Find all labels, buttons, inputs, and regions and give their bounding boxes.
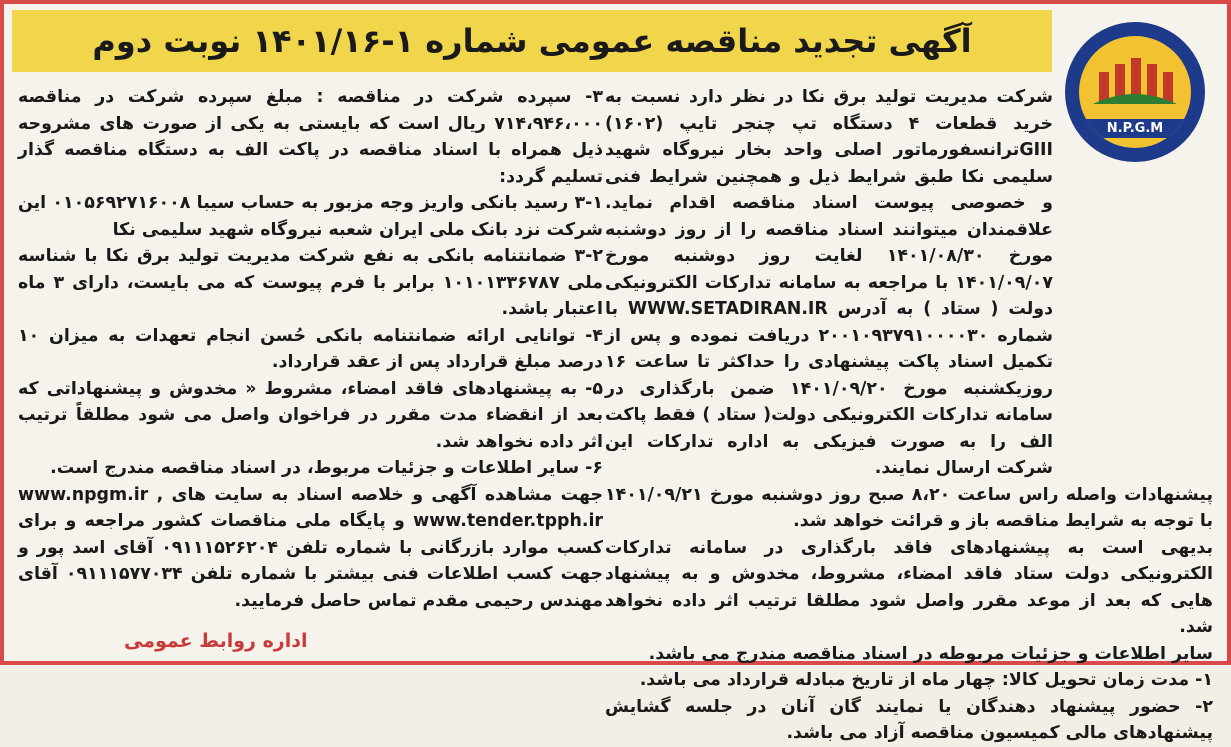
- logo-text: N.P.G.M: [1079, 119, 1191, 138]
- left-column: [18, 84, 603, 614]
- public-relations-signature: اداره روابط عمومی: [124, 630, 308, 652]
- paragraph-other-info: سایر اطلاعات و جزئیات مربوطه در اسناد مناقصه مندرج می باشد.: [648, 643, 1213, 664]
- paragraph-deposit: ۳- سپرده شرکت در مناقصه : مبلغ سپرده شرکت در مناقصه ۷۱۴،۹۴۶،۰۰۰ ریال است که بایستی به یکی از صورت های مشروحه ذیل همراه با اسناد مناقصه در پاکت الف به دستگاه مناقصه گذار تسلیم گردد:: [18, 87, 603, 187]
- title-banner: [12, 10, 1052, 72]
- paragraph-opening: پیشنهادات واصله راس ساعت ۸،۲۰ صبح روز دوشنبه مورخ ۱۴۰۱/۰۹/۲۱ با توجه به شرایط مناقصه باز و قرائت خواهد شد.: [605, 484, 1213, 531]
- right-column: [605, 84, 1213, 747]
- paragraph-contact: جهت مشاهده آگهی و خلاصه اسناد به سایت های , www.npgm.ir www.tender.tpph.ir و پایگاه ملی مناقصات کشور مراجعه و برای کسب موارد بازرگانی با شماره تلفن ۰۹۱۱۱۵۲۶۲۰۴ آقای اسد پور و جهت کسب اطلاعات فنی بیشتر با شماره تلفن ۰۹۱۱۱۵۷۷۰۳۴ آقای مهندس رحیمی مقدم تماس حاصل فرمایید.: [18, 484, 604, 611]
- paragraph-bank-guarantee: ۳-۲ ضمانتنامه بانکی به نفع شرکت مدیریت تولید برق نکا با شناسه ملی ۱۰۱۰۱۳۳۶۷۸۷ برابر با فرم پیوست که می بایست، دارای ۳ ماه اعتبار باشد.: [18, 246, 603, 319]
- paragraph-attendance: ۲- حضور پیشنهاد دهندگان یا نمایند گان آنان در جلسه گشایش پیشنهادهای مالی کمیسیون مناقصه آزاد می باشد.: [605, 696, 1213, 743]
- paragraph-intro: شرکت مدیریت تولید برق نکا در نظر دارد نسبت به خرید قطعات ۴ دستگاه تپ چنجر تایپ (۱۶۰۲) GIIIترانسفورماتور اصلی واحد بخار نیروگاه شهید سلیمی نکا طبق شرایط ذیل و همچنین شرایط فنی و خصوصی پیوست اسناد مناقصه اقدام نماید. علاقمندان میتوانند اسناد مناقصه را از روز دوشنبه مورخ ۱۴۰۱/۰۸/۳۰ لغایت روز دوشنبه مورخ ۱۴۰۱/۰۹/۰۷ با مراجعه به سامانه تدارکات الکترونیکی دولت ( ستاد ) به آدرس WWW.SETADIRAN.IR با شماره ۲۰۰۱۰۹۳۷۹۱۰۰۰۰۳۰ دریافت نموده و پس از تکمیل اسناد پاکت پیشنهادی را حداکثر تا ساعت ۱۶ روزیکشنبه مورخ ۱۴۰۱/۰۹/۲۰ ضمن بارگذاری در سامانه تدارکات الکترونیکی دولت( ستاد ) فقط پاکت الف را به صورت فیزیکی به اداره تدارکات این شرکت ارسال نمایند.: [605, 87, 1053, 478]
- paragraph-performance-guarantee: ۴- توانایی ارائه ضمانتنامه بانکی حُسن انجام تعهدات به میزان ۱۰ درصد مبلغ قرارداد پس از عقد قرارداد.: [18, 325, 603, 372]
- paragraph-rejection: بدیهی است به پیشنهادهای فاقد بارگذاری در سامانه تدارکات الکترونیکی دولت ستاد فاقد امضاء، مشروط، مخدوش و به پیشنهاد هایی که بعد از موعد مقرر واصل شود مطلقا ترتیب اثر داده نخواهد شد.: [605, 537, 1213, 637]
- paragraph-more-info: ۶- سایر اطلاعات و جزئیات مربوط، در اسناد مناقصه مندرج است.: [50, 458, 603, 478]
- paragraph-deposit-receipt: ۳-۱ رسید بانکی واریز وجه مزبور به حساب سیبا ۰۱۰۵۶۹۲۷۱۶۰۰۸ این شرکت نزد بانک ملی ایران شعبه نیروگاه شهید سلیمی نکا: [18, 193, 603, 240]
- paragraph-unsigned-bids: ۵- به پیشنهادهای فاقد امضاء، مشروط « مخدوش و پیشنهاداتی که بعد از انقضاء مدت مقرر در فراخوان واصل می شود مطلقاً ترتیب اثر داده نخواهد شد.: [18, 378, 603, 452]
- paragraph-delivery: ۱- مدت زمان تحویل کالا: چهار ماه از تاریخ مبادله قرارداد می باشد.: [639, 670, 1213, 690]
- notice-title: آگهی تجدید مناقصه عمومی شماره ۱-۱۴۰۱/۱۶ نوبت دوم: [92, 22, 972, 60]
